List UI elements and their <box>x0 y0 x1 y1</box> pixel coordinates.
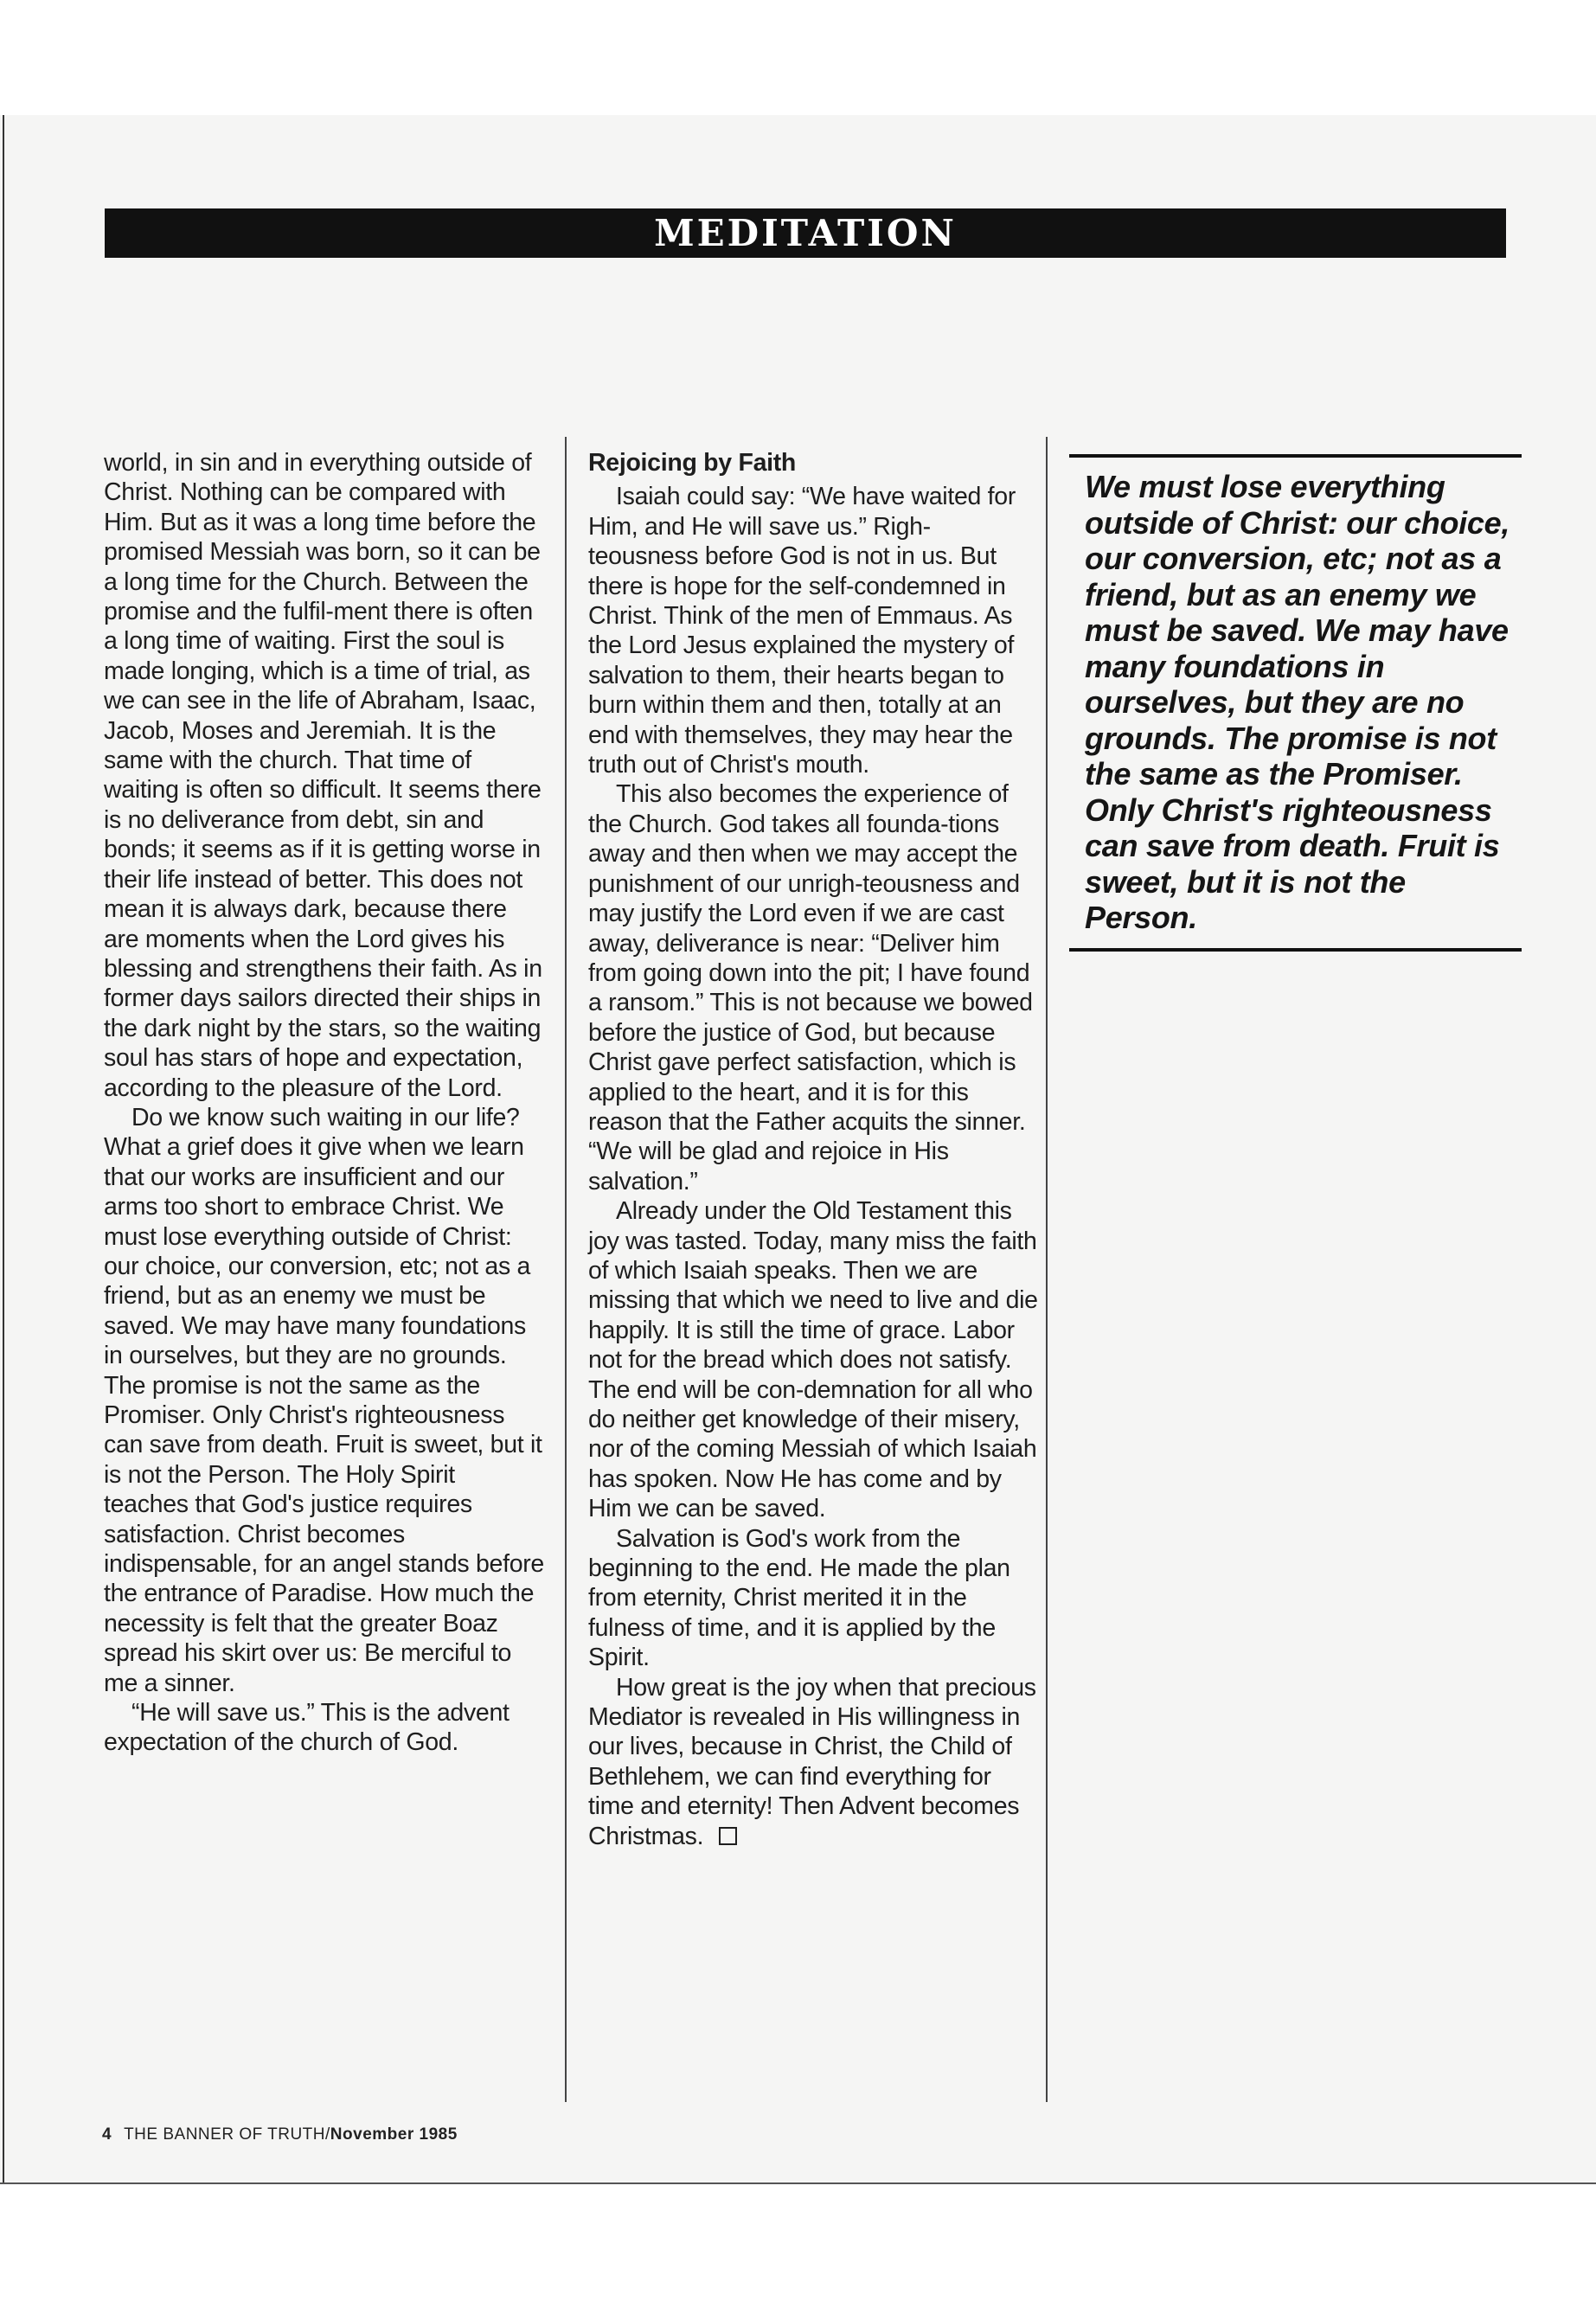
paragraph: Do we know such waiting in our life? What a grief does it give when we learn that our works are insufficient and our arms too short to embrace Christ. We must lose everything outside of Christ: our choice, our conversion, etc; not as a friend, but as an enemy we must be saved. We may have many foundations in ourselves, but they are no grounds. The promise is not the same as the Promiser. Only Christ's righteousness can save from death. Fruit is sweet, but it is not the Person. The Holy Spirit teaches that God's justice requires satisfaction. Christ becomes indispensable, for an angel stands before the entrance of Paradise. How much the necessity is felt that the greater Boaz spread his skirt over us: Be merciful to me a sinner. <box>104 1103 544 1697</box>
paragraph: Already under the Old Testament this joy was tasted. Today, many miss the faith of which Isaiah speaks. Then we are missing that which we need to live and die happily. It is still the time of grace. Labor not for the bread which does not satisfy. The end will be con-demnation for all who do neither get knowledge of their misery, nor of the coming Messiah of which Isaiah has spoken. Now He has come and by Him we can be saved. <box>588 1197 1038 1523</box>
end-square-icon <box>719 1827 737 1845</box>
paragraph: This also becomes the experience of the Church. God takes all founda-tions away and then when we may accept the punishment of our unrigh-teousness and may justify the Lord even if we are cast away, deliverance is near: “Deliver him from going down into the pit; I have found a ransom.” This is not because we bowed before the justice of God, but because Christ gave perfect satisfaction, which is applied to the heart, and it is for this reason that the Father acquits the sinner. “We will be glad and rejoice in His salvation.” <box>588 780 1033 1195</box>
paragraph <box>588 1673 1038 1851</box>
publication-name: THE BANNER OF TRUTH <box>124 2125 326 2144</box>
footer-separator: / <box>325 2125 330 2144</box>
section-banner: MEDITATION <box>105 208 1506 258</box>
paragraph: world, in sin and in everything outside of Christ. Nothing can be compared with Him. But as it was a long time before the promised Messiah was born, so it can be a long time for the Church. Between the promise and the fulfil-ment there is often a long time of waiting. First the soul is made longing, which is a time of trial, as we can see in the life of Abraham, Isaac, Jacob, Moses and Jeremiah. It is the same with the church. That time of waiting is often so difficult. It seems there is no deliverance from debt, sin and bonds; it seems as if it is getting worse in their life instead of better. This does not mean it is always dark, because there are moments when the Lord gives his blessing and strengthens their faith. As in former days sailors directed their ships in the dark night by the stars, so the waiting soul has stars of hope and expectation, according to the pleasure of the Lord. <box>104 449 542 1102</box>
paragraph: Isaiah could say: “We have waited for Him, and He will save us.” Righ-teousness before God is not in us. But there is hope for the self-condemned in Christ. Think of the men of Emmaus. As the Lord Jesus explained the mystery of salvation to them, their hearts began to burn within them and then, totally at an end with themselves, they may hear the truth out of Christ's mouth. <box>588 483 1016 779</box>
issue-date: November 1985 <box>330 2125 458 2144</box>
page-edge-bottom <box>0 2182 1596 2184</box>
text-column-2 <box>588 448 1038 1851</box>
page-number: 4 <box>102 2125 112 2144</box>
pull-quote <box>1069 454 1522 952</box>
final-paragraph-text: How great is the joy when that precious Mediator is revealed in His willingness in our lives, because in Christ, the Child of Bethlehem, we can find everything for time and eternity! Then Advent becomes Christmas. <box>588 1673 1036 1850</box>
paragraph: “He will save us.” This is the advent expectation of the church of God. <box>104 1699 510 1757</box>
page-footer <box>102 2125 458 2144</box>
column-divider <box>565 437 567 2102</box>
pull-quote-text: We must lose everything outside of Christ: our choice, our conversion, etc; not as a friend, but as an enemy we must be saved. We may have many foundations in ourselves, but they are no grounds. The promise is not the same as the Promiser. Only Christ's righteousness can save from death. Fruit is sweet, but it is not the Person. <box>1085 469 1510 935</box>
text-column-1 <box>104 448 545 1758</box>
page-edge-left <box>3 115 4 2182</box>
column-divider <box>1046 437 1048 2102</box>
paragraph: Salvation is God's work from the beginning to the end. He made the plan from eternity, Christ merited it in the fulness of time, and it is applied by the Spirit. <box>588 1524 1010 1672</box>
sub-heading: Rejoicing by Faith <box>588 449 797 477</box>
